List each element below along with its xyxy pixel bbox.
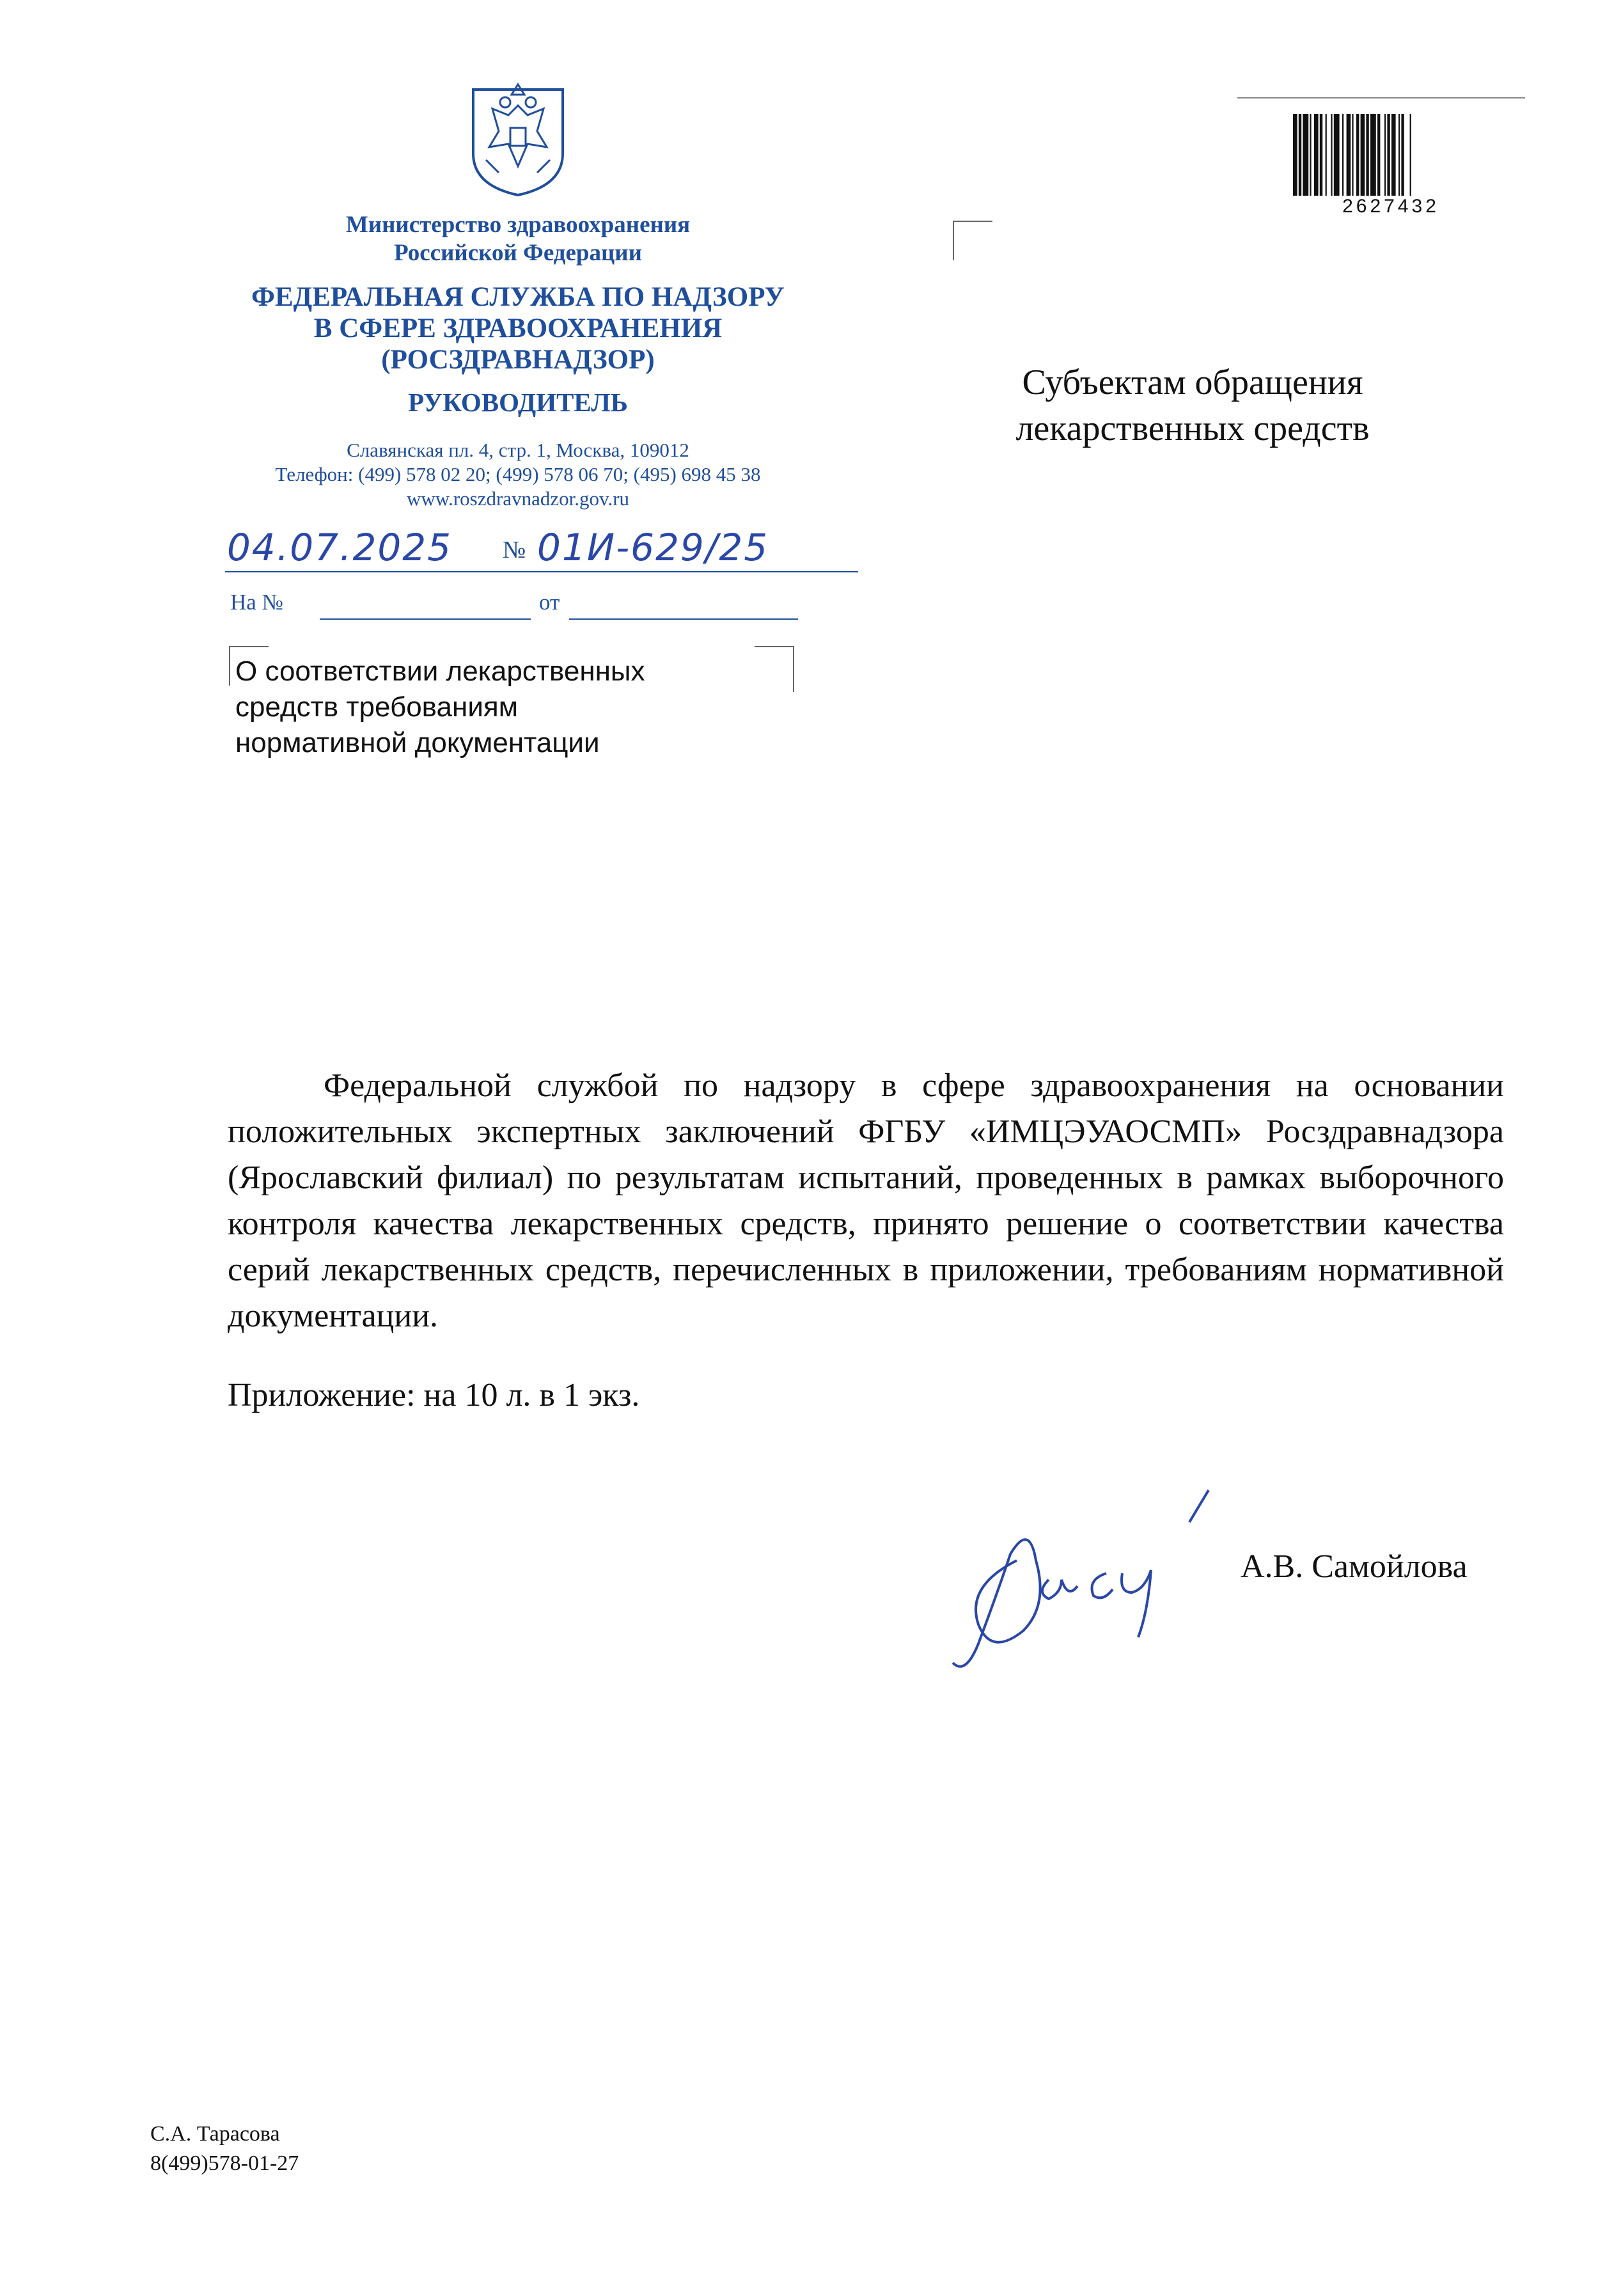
phones: Телефон: (499) 578 02 20; (499) 578 06 70; (495) 698 45 38 <box>275 463 761 485</box>
reply-to-blank <box>320 618 531 620</box>
director-title: РУКОВОДИТЕЛЬ <box>408 388 628 417</box>
ministry-line-1: Министерство здравоохранения <box>345 212 691 238</box>
service-line-1: ФЕДЕРАЛЬНАЯ СЛУЖБА ПО НАДЗОРУ <box>251 282 785 312</box>
addressee <box>982 359 1404 452</box>
subject-line-2: средств требованиям <box>235 691 518 723</box>
barcode-top-line <box>1237 97 1525 98</box>
registration-number-label: № <box>503 537 526 563</box>
service-name <box>192 281 844 375</box>
barcode <box>1292 114 1484 196</box>
letter-subject <box>235 654 747 761</box>
from-label: от <box>539 590 560 615</box>
handwritten-signature <box>940 1484 1234 1676</box>
addressee-line-2: лекарственных средств <box>1015 409 1370 448</box>
subject-line-3: нормативной документации <box>235 727 600 759</box>
ministry-name <box>243 211 793 267</box>
address: Славянская пл. 4, стр. 1, Москва, 109012 <box>347 439 689 461</box>
registration-underline <box>225 571 858 572</box>
from-blank <box>569 618 798 620</box>
ministry-line-2: Российской Федерации <box>394 240 642 266</box>
signer-name: А.В. Самойлова <box>1241 1548 1468 1585</box>
barcode-number: 2627432 <box>1342 196 1439 217</box>
coat-of-arms-emblem <box>460 77 576 198</box>
registration-number: 01И-629/25 <box>537 526 769 569</box>
executor-phone: 8(499)578-01-27 <box>150 2151 299 2175</box>
letter-body-paragraph: Федеральной службой по надзору в сфере здравоохранения на основании положительных экспертных заключений ФГБУ «ИМЦЭУАОСМП» Росздравнадзора (Ярославский филиал) по результатам испытаний, проведенных в рамках выборочного контроля качества лекарственных средств, принято решение о соответствии качества серий лекарственных средств, перечисленных в приложении, требованиям нормативной документации. <box>228 1067 1504 1334</box>
contacts-block <box>192 438 844 511</box>
website: www.roszdravnadzor.gov.ru <box>406 487 630 510</box>
subject-corner-right <box>755 646 794 692</box>
subject-line-1: О соответствии лекарственных <box>235 656 645 687</box>
executor-block <box>150 2119 299 2178</box>
service-line-2: В СФЕРЕ ЗДРАВООХРАНЕНИЯ <box>313 313 723 343</box>
addressee-line-1: Субъектам обращения <box>1022 363 1363 402</box>
executor-name: С.А. Тарасова <box>150 2122 280 2146</box>
reply-to-label: На № <box>230 590 283 615</box>
addressee-corner <box>953 221 992 260</box>
registration-date: 04.07.2025 <box>227 526 453 569</box>
service-line-3: (РОСЗДРАВНАДЗОР) <box>381 345 655 375</box>
attachment-note: Приложение: на 10 л. в 1 экз. <box>228 1377 640 1413</box>
